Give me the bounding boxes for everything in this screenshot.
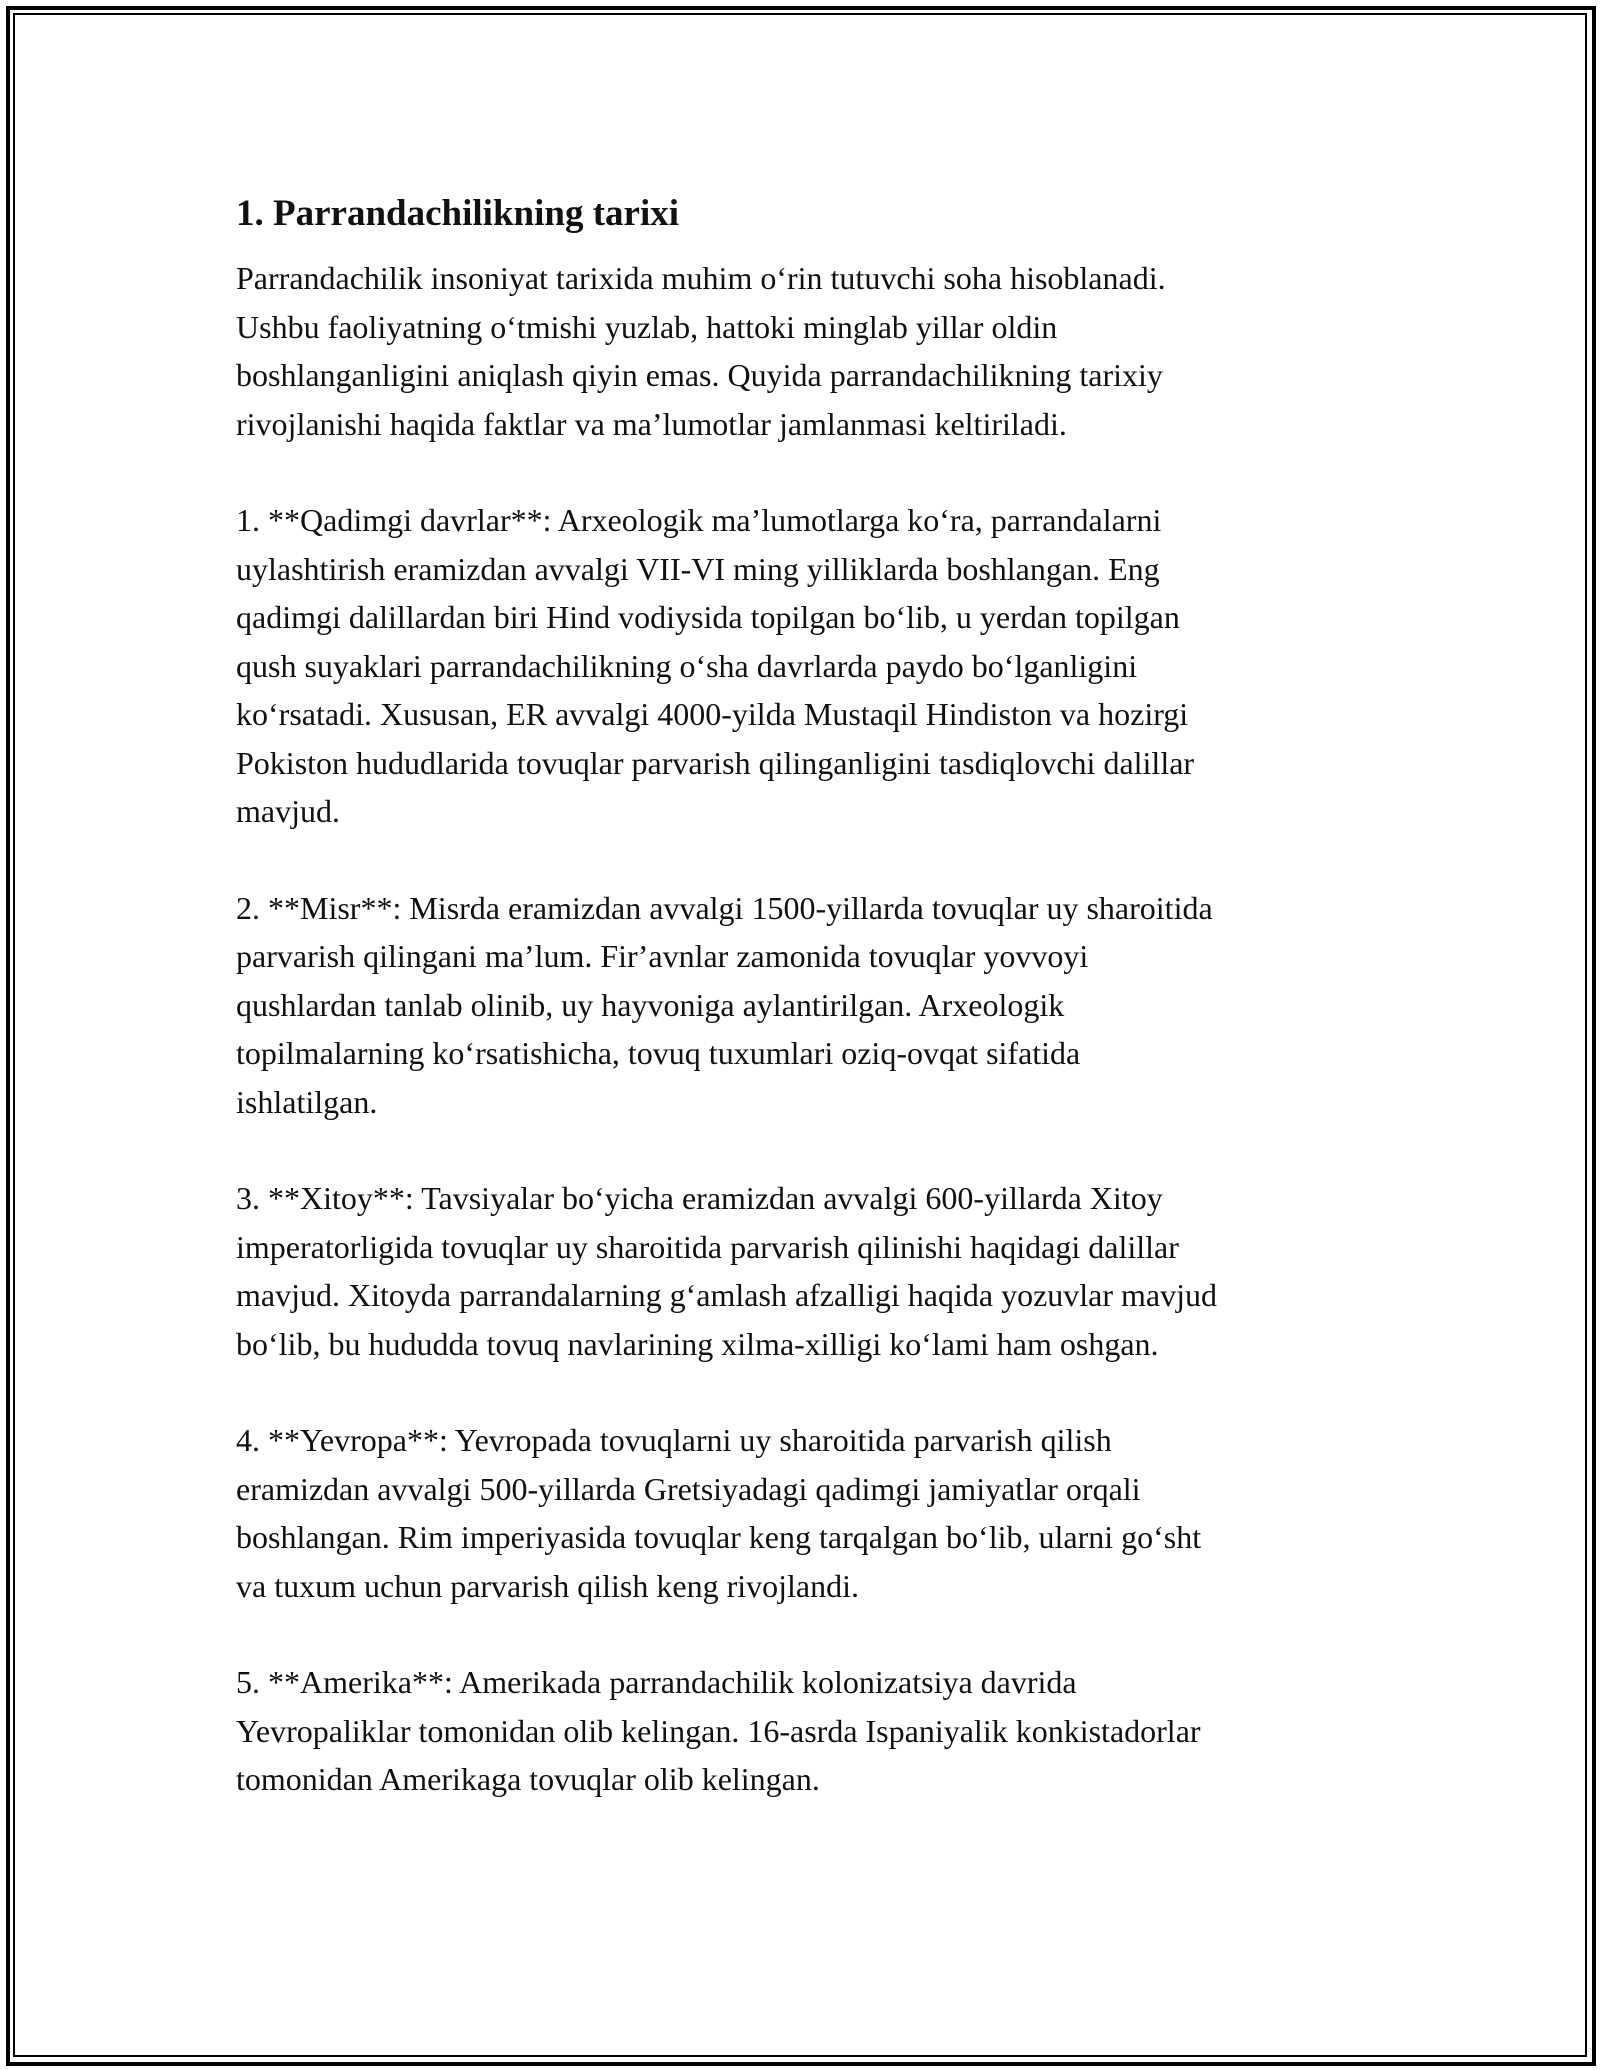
paragraph-line: boshlanganligini aniqlash qiyin emas. Quyida parrandachilikning tarixiy	[236, 357, 1163, 393]
paragraph-line: 2. **Misr**: Misrda eramizdan avvalgi 1500-yillarda tovuqlar uy sharoitida	[236, 889, 1213, 926]
paragraph-line: imperatorligida tovuqlar uy sharoitida parvarish qilinishi haqidagi dalillar	[236, 1228, 1179, 1265]
paragraph-line: 3. **Xitoy**: Tavsiyalar boʻyicha eramizdan avvalgi 600-yillarda Xitoy	[236, 1180, 1163, 1216]
paragraph-line: boʻlib, bu hududda tovuq navlarining xilma-xilligi koʻlami ham oshgan.	[236, 1325, 1159, 1362]
intro-paragraph	[236, 254, 1376, 448]
paragraph-line: Pokiston hududlarida tovuqlar parvarish qilinganligini tasdiqlovchi dalillar	[236, 744, 1195, 781]
paragraph-line: 4. **Yevropa**: Yevropada tovuqlarni uy sharoitida parvarish qilish	[236, 1422, 1112, 1458]
paragraph-line: eramizdan avvalgi 500-yillarda Gretsiyadagi qadimgi jamiyatlar orqali	[236, 1470, 1141, 1507]
paragraph-line: Ushbu faoliyatning oʻtmishi yuzlab, hattoki minglab yillar oldin	[236, 308, 1058, 345]
section-egypt	[236, 884, 1376, 1127]
paragraph-line: va tuxum uchun parvarish qilish keng rivojlandi.	[236, 1567, 859, 1604]
paragraph-line: boshlangan. Rim imperiyasida tovuqlar keng tarqalgan boʻlib, ularni goʻsht	[236, 1519, 1202, 1555]
paragraph-line: tomonidan Amerikaga tovuqlar olib kelingan.	[236, 1761, 820, 1797]
paragraph-line: 5. **Amerika**: Amerikada parrandachilik kolonizatsiya davrida	[236, 1664, 1077, 1700]
paragraph-line: rivojlanishi haqida faktlar va maʼlumotlar jamlanmasi keltiriladi.	[236, 405, 1067, 442]
paragraph-line: parvarish qilingani maʼlum. Firʼavnlar zamonida tovuqlar yovvoyi	[236, 938, 1089, 974]
paragraph-line: ishlatilgan.	[236, 1083, 378, 1120]
paragraph-line: koʻrsatadi. Xususan, ER avvalgi 4000-yilda Mustaqil Hindiston va hozirgi	[236, 696, 1189, 732]
paragraph-line: Yevropaliklar tomonidan olib kelingan. 16-asrda Ispaniyalik konkistadorlar	[236, 1712, 1201, 1749]
section-ancient-times	[236, 496, 1376, 836]
paragraph-line: Parrandachilik insoniyat tarixida muhim oʻrin tutuvchi soha hisoblanadi.	[236, 260, 1166, 296]
paragraph-line: mavjud. Xitoyda parrandalarning gʻamlash afzalligi haqida yozuvlar mavjud	[236, 1277, 1217, 1313]
section-china	[236, 1174, 1376, 1368]
paragraph-line: qush suyaklari parrandachilikning oʻsha davrlarda paydo boʻlganligini	[236, 647, 1138, 684]
paragraph-line: uylashtirish eramizdan avvalgi VII-VI ming yilliklarda boshlangan. Eng	[236, 550, 1160, 587]
paragraph-line: mavjud.	[236, 793, 340, 829]
document-title: 1. Parrandachilikning tarixi	[236, 193, 680, 234]
paragraph-line: qushlardan tanlab olinib, uy hayvoniga aylantirilgan. Arxeologik	[236, 986, 1065, 1023]
section-america	[236, 1658, 1376, 1804]
paragraph-line: topilmalarning koʻrsatishicha, tovuq tuxumlari oziq-ovqat sifatida	[236, 1035, 1081, 1071]
document-body	[236, 186, 1376, 1852]
section-europe	[236, 1416, 1376, 1610]
paragraph-line: qadimgi dalillardan biri Hind vodiysida topilgan boʻlib, u yerdan topilgan	[236, 599, 1180, 635]
paragraph-line: 1. **Qadimgi davrlar**: Arxeologik maʼlumotlarga koʻra, parrandalarni	[236, 502, 1162, 538]
